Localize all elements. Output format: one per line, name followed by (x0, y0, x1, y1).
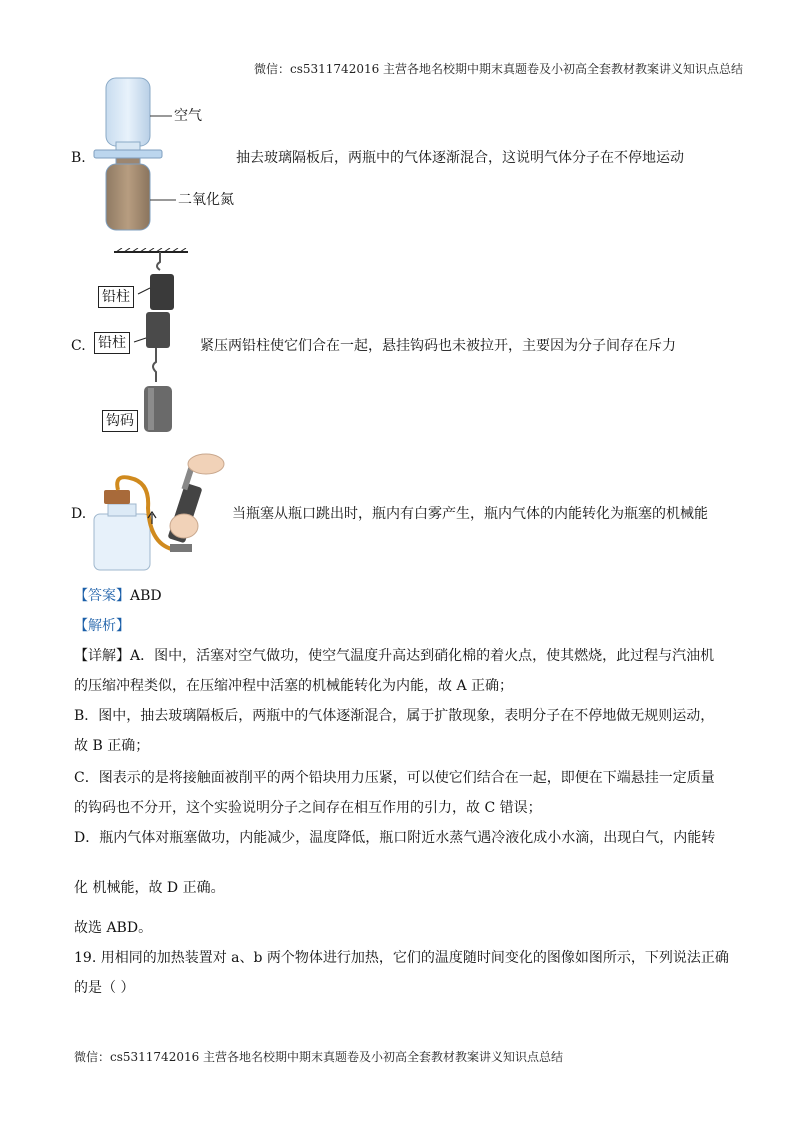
detail-line-6: 的钩码也不分开，这个实验说明分子之间存在相互作用的引力，故 C 错误； (74, 800, 542, 816)
question-19-line-2: 的是（ ） (74, 980, 135, 996)
label-lead-column-1: 铅柱 (98, 286, 134, 308)
page-header: 微信：cs5311742016 主营各地名校期中期末真题卷及小初高全套教材教案讲义知识点总结 (254, 62, 744, 76)
analysis-label: 【解析】 (74, 618, 130, 634)
option-b-letter: B. (71, 150, 86, 166)
diffusion-bottles-figure (90, 76, 240, 234)
detail-line-4: 故 B 正确； (74, 738, 150, 754)
pump-bottle-figure (90, 448, 230, 574)
detail-line-5: C．图表示的是将接触面被削平的两个铅块用力压紧，可以使它们结合在一起，即便在下端悬挂一定质量 (74, 770, 715, 786)
label-lead-column-2: 铅柱 (94, 332, 130, 354)
answer-label: 【答案】 (74, 588, 130, 604)
page-footer: 微信：cs5311742016 主营各地名校期中期末真题卷及小初高全套教材教案讲义知识点总结 (74, 1050, 564, 1064)
option-d-letter: D. (71, 506, 87, 522)
detail-line-8: 化 机械能，故 D 正确。 (74, 880, 225, 896)
option-d-text: 当瓶塞从瓶口跳出时，瓶内有白雾产生，瓶内气体的内能转化为瓶塞的机械能 (232, 506, 708, 522)
detail-label: 【详解】 (74, 648, 130, 664)
label-nitrogen-dioxide: 二氧化氮 (178, 192, 234, 208)
label-hook-weight: 钩码 (102, 410, 138, 432)
detail-line-2: 的压缩冲程类似，在压缩冲程中活塞的机械能转化为内能，故 A 正确； (74, 678, 514, 694)
answer-row (74, 586, 162, 606)
option-c-letter: C. (71, 338, 86, 354)
option-c-text: 紧压两铅柱使它们合在一起，悬挂钩码也未被拉开，主要因为分子间存在斥力 (200, 338, 676, 354)
detail-line-7: D．瓶内气体对瓶塞做功，内能减少，温度降低，瓶口附近水蒸气遇冷液化成小水滴，出现白气，内能转 (74, 830, 716, 846)
answer-value: ABD (130, 588, 162, 604)
option-b-text: 抽去玻璃隔板后，两瓶中的气体逐渐混合，这说明气体分子在不停地运动 (236, 150, 684, 166)
label-air: 空气 (174, 108, 202, 124)
detail-line-3: B．图中，抽去玻璃隔板后，两瓶中的气体逐渐混合，属于扩散现象，表明分子在不停地做无规则运动， (74, 708, 715, 724)
detail-conclusion: 故选 ABD。 (74, 920, 153, 936)
detail-line-1: 【详解】A．图中，活塞对空气做功，使空气温度升高达到硝化棉的着火点，使其燃烧，此过程与汽油机 (74, 648, 715, 664)
question-19-line-1: 19. 用相同的加热装置对 a、b 两个物体进行加热，它们的温度随时间变化的图像如图所示，下列说法正确 (74, 950, 729, 966)
